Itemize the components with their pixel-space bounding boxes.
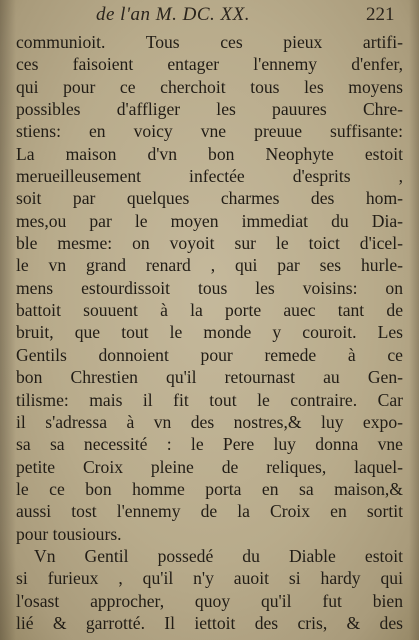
paragraph-end-line: pour tousiours. [16, 523, 122, 544]
text-line: ble mesme: on voyoit sur le toict d'icel- [16, 233, 403, 254]
text-line: petite Croix pleine de reliques, laquel- [16, 456, 403, 477]
text-line: mes,ou par le moyen immediat du Dia- [16, 210, 403, 231]
text-line: possibles d'affliger les pauures Chre- [16, 99, 403, 120]
text-line: il s'adressa à vn des nostres,& luy expo- [16, 411, 403, 432]
text-line: bruit, que tout le monde y couroit. Les [16, 322, 403, 343]
text-line: merueilleusement infectée d'esprits , [16, 166, 403, 187]
text-line: l'osast approcher, quoy qu'il fut bien [16, 590, 403, 611]
text-line: Gentils donnoient pour remede à ce [16, 344, 403, 365]
text-line: si furieux , qu'il n'y auoit si hardy qui [16, 568, 403, 589]
text-line: sa sa necessité : le Pere luy donna vne [16, 434, 403, 455]
text-line: soit par quelques charmes des hom- [16, 188, 403, 209]
paragraph-start-line: Vn Gentil possedé du Diable estoit [34, 545, 403, 566]
text-line: ces faisoient entager l'ennemy d'enfer, [16, 54, 403, 75]
page-number: 221 [366, 4, 395, 25]
text-line: bon Chrestien qu'il retournast au Gen- [16, 367, 403, 388]
text-line: battoit souuent à la porte auec tant de [16, 300, 403, 321]
running-head-title: de l'an M. DC. XX. [96, 4, 250, 25]
text-line: qui pour ce cherchoit tous les moyens [16, 76, 403, 97]
running-head [0, 2, 419, 26]
text-line: le ce bon homme porta en sa maison,& [16, 478, 403, 499]
text-line: La maison d'vn bon Neophyte estoit [16, 143, 403, 164]
text-line: mens estourdissoit tous les voisins: on [16, 277, 403, 298]
text-line: tilisme: mais il fit tout le contraire. Car [16, 389, 403, 410]
text-line: aussi tost l'ennemy de la Croix en sortit [16, 501, 403, 522]
text-line: le vn grand renard , qui par ses hurle- [16, 255, 403, 276]
body-text [16, 31, 403, 634]
text-line: lié & garrotté. Il iettoit des cris, & des [16, 612, 403, 633]
text-line: stiens: en voicy vne preuue suffisante: [16, 121, 403, 142]
text-line: communioit. Tous ces pieux artifi- [16, 32, 403, 52]
